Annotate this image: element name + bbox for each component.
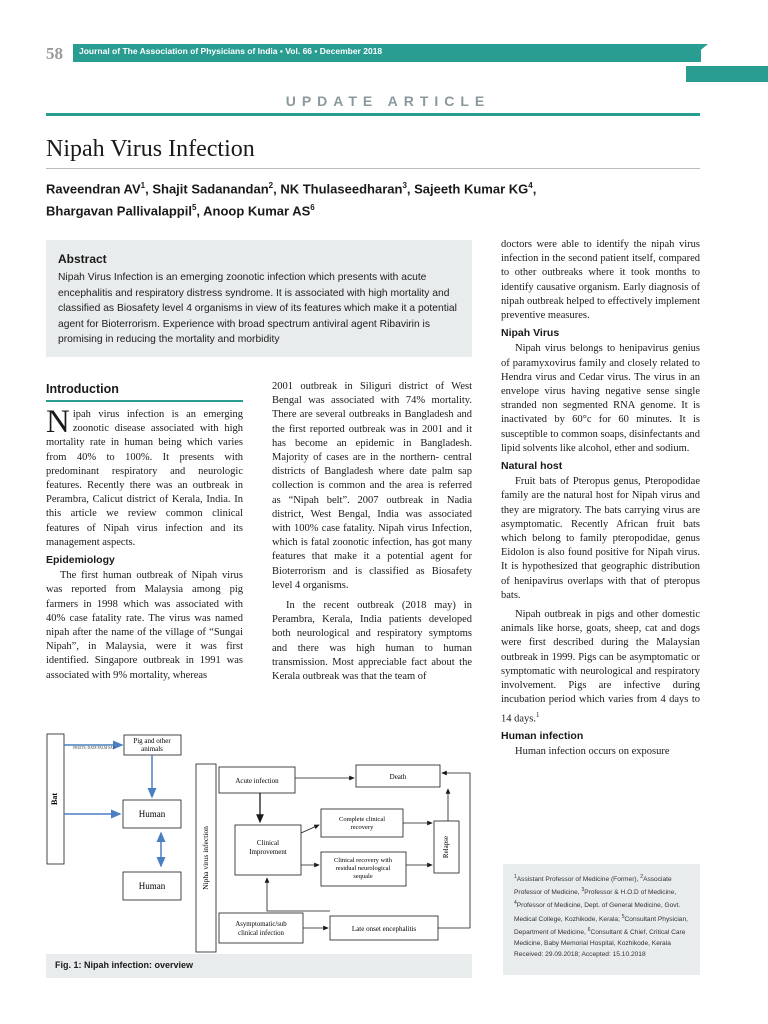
affil-line: Consultant Physician, Department of Medicine, [514, 915, 688, 936]
page-number: 58 [46, 44, 63, 63]
author-affil-sup: 6 [310, 203, 315, 213]
asymptomatic-line2: clinical infection [238, 930, 284, 937]
author-line-1 [46, 176, 706, 198]
affil-sup: 1 [514, 874, 517, 880]
figure-caption: Fig. 1: Nipah infection: overview [55, 960, 194, 970]
affil-line: Associate Professor of Medicine, [514, 876, 672, 897]
received-line: Received: 29.09.2018; Accepted: 15.10.2018 [514, 950, 646, 958]
author-sep: , [532, 181, 537, 197]
bat-label: Bat [50, 793, 59, 805]
complete-recovery-box [321, 809, 403, 837]
affil-sup: 2 [640, 874, 644, 880]
author-name: Sajeeth Kumar KG [414, 181, 529, 197]
corner-band [686, 66, 768, 82]
asymptomatic-line1: Asymptomatic/sub [235, 921, 287, 928]
nipha-label: Nipha virus infection [201, 826, 210, 890]
death-label: Death [389, 773, 407, 781]
author-sep: , [406, 181, 415, 197]
author-affil-sup: 5 [191, 203, 197, 213]
author-name: Anoop Kumar AS [203, 203, 311, 219]
nipah-virus-paragraph: Nipah virus belongs to henipavirus genius of paramyxovirus family and closely related to Hendra virus and Cedar virus. The virus in an envelope virus having negative sense single stranded non segmented RNA genome. It is inactivated by 60°c for 60 minutes. It is susceptible to common soaps, disinfectants and lipid solvents like alcohol, ether and sodium. [501, 343, 700, 454]
affil-sup: 4 [514, 900, 517, 907]
journal-line: Journal of The Association of Physicians of India ▪ Vol. 66 ▪ December 2018 [79, 46, 383, 56]
abstract-text: Nipah Virus Infection is an emerging zoonotic infection which presents with acute encephalitis and respiratory distress syndrome. It is associated with high mortality and classified as Biosafety level 4 organisms in view of its features which make it a potential agent for Bioterrorism. Experience with broad spectrum antiviral agent Ribavirin is promising in reducing the mortality and morbidity [58, 272, 457, 345]
author-affil-sup: 2 [268, 181, 274, 190]
section-rule [46, 113, 700, 116]
affil-sup: 6 [587, 926, 591, 933]
complete-line1: Complete clinical [338, 816, 386, 823]
column-1 [46, 404, 243, 683]
figure-nipah-overview [46, 733, 472, 953]
residual-line2: residual neurological [335, 865, 391, 872]
epidemiology-heading: Epidemiology [46, 554, 115, 567]
abstract-heading: Abstract [58, 252, 107, 266]
improvement-to-complete-arrow [301, 825, 319, 833]
residual-line3: sequale [353, 873, 373, 880]
introduction-heading: Introduction [46, 382, 119, 396]
pig-label-line1: Pig and other [133, 737, 171, 745]
author-name: NK Thulaseedharan [280, 181, 403, 197]
affil-line: Consultant & Chief, Critical Care Medicine, Baby Memorial Hospital, Kozhikode, Kerala [514, 928, 686, 947]
human-label-1: Human [138, 809, 166, 819]
author-affil-sup: 3 [402, 181, 407, 190]
intro-paragraph [46, 404, 243, 550]
human-label-2: Human [138, 881, 166, 891]
citation-sup: 1 [536, 710, 540, 719]
author-sep: , [196, 203, 204, 219]
affil-sup: 3 [581, 887, 585, 894]
author-affil-sup: 4 [528, 181, 533, 190]
affil-line: Assistant Professor of Medicine (Former), [516, 876, 641, 884]
author-affil-sup: 1 [140, 181, 146, 190]
column-3 [501, 238, 700, 760]
author-name: Bhargavan Pallivalappil [46, 203, 192, 219]
recent-outbreak-paragraph: In the recent outbreak (2018 may) in Perambra, Kerala, India patients developed both neurological and respiratory symptoms and there was high human to human transmission. Most appreciable fact about the Kerala outbreak was that the team of [272, 600, 472, 683]
affil-sup: 5 [621, 913, 625, 920]
affiliations-text [514, 872, 694, 960]
affil-line: Professor & H.O.D of Medicine, [584, 889, 677, 897]
pig-outbreak-text: Nipah outbreak in pigs and other domestic animals like horse, goats, sheep, cat and dogs were first described during the Malaysian outbreak in 1999. Pigs can be asymptomatic or symptomatic with neurological and respiratory involvement. Pigs are infective during incubation period which varies from 4 days to 14 days. [501, 609, 700, 724]
journal-bar-tail [686, 44, 708, 62]
early-diagnosis-paragraph: doctors were able to identify the nipah virus infection in the second patient itself, compared to other outbreaks where it took months to identify causative organism. Early diagnosis of nipah outbreak helped to effectively implement preventive measures. [501, 239, 700, 322]
complete-line2: recovery [350, 824, 374, 831]
title-rule [46, 168, 700, 169]
introduction-rule [46, 400, 243, 402]
residual-line1: Clinical recovery with [333, 857, 393, 864]
epidemiology-paragraph: The first human outbreak of Nipah virus was reported from Malaysia among pig farmers in 1998 which was associated with 40% case fatality rate. The virus was named nipah after the name of the village of “Sungai Nipah”, in Malaysia, were it was first identified. Singapore outbreak in 1991 was associated with 9% mortality, whereas [46, 570, 243, 681]
late-onset-label: Late onset encephalitis [351, 925, 417, 933]
pig-outbreak-paragraph [501, 608, 700, 726]
relapse-label: Relapse [442, 835, 450, 859]
author-sep: , [145, 181, 153, 197]
flow-diagram [46, 733, 472, 953]
outbreak-paragraph: 2001 outbreak in Siliguri district of West Bengal was associated with 74% mortality. There are several outbreaks in Bangladesh and the first reported outbreak was in 2001 and it has become an epidemic in Bangladesh. Majority of cases are in the northern- central districts of Bangladesh where date palm sap collection is common and the area is referred as “Nipah belt”. 2007 outbreak in Nadia district, West Bengal, India was associated with 100% case fatality. Nipah virus Infection, which is fatal zoonotic infection, has got many features that make it a potential agent for Bioterrorism and is classified as Biosafety level 4 organisms. [272, 381, 472, 591]
improvement-line1: Clinical [256, 839, 280, 847]
column-2 [272, 380, 472, 684]
human-infection-paragraph: Human infection occurs on exposure [515, 746, 670, 758]
drop-cap: N [46, 404, 70, 440]
author-line-2 [46, 198, 706, 220]
natural-host-paragraph: Fruit bats of Pteropus genus, Pteropodidae family are the natural host for Nipah virus and they are migratory. The bats carrying virus are asymptomatic. Recently African fruit bats which belong to family pteropodidae, genus Eidolon is also found positive for Nipah virus. It is hypothesized that geographic distribution of henipavirus overlaps with that of pteropus bats. [501, 476, 700, 601]
fruits-label: FRUITS, DATE PALM SAP [73, 746, 115, 750]
author-name: Raveendran AV [46, 181, 141, 197]
affil-line: Professor of Medicine, Dept. of General Medicine, Govt. Medical College, Kozhikode, Kerala; [514, 902, 681, 923]
author-name: Shajit Sadanandan [152, 181, 269, 197]
asymptomatic-box [219, 913, 303, 943]
pig-label-line2: animals [141, 745, 163, 753]
article-title: Nipah Virus Infection [46, 136, 255, 162]
improvement-line2: Improvement [249, 848, 287, 856]
late-to-improvement-arrow [267, 878, 330, 911]
acute-label: Acute infection [235, 777, 279, 785]
author-list [46, 176, 706, 221]
author-sep: , [273, 181, 281, 197]
nipah-virus-heading: Nipah Virus [501, 327, 560, 340]
intro-paragraph-text: ipah virus infection is an emerging zoonotic disease associated with high mortality rate in human being which varies from 40% to 100%. It presents with predominant respiratory and neurologic features. Recently there was an outbreak in Perambra, Calicut district of Kerala, India. In this article we review common clinical features of Nipah virus infection and its management aspects. [46, 409, 243, 548]
human-infection-heading: Human infection [501, 730, 584, 743]
natural-host-heading: Natural host [501, 460, 563, 473]
section-label: UPDATE ARTICLE [285, 93, 491, 109]
